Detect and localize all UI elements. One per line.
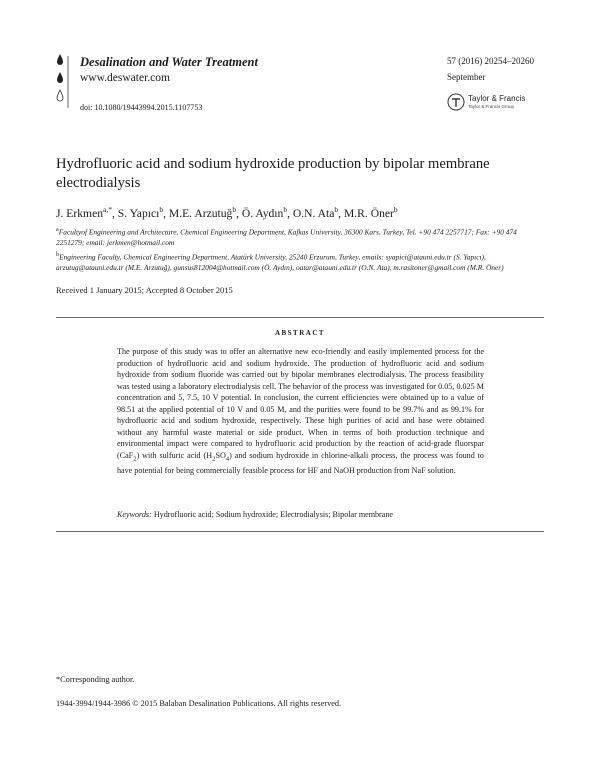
abstract-part: SO	[215, 450, 226, 460]
author-affiliation-mark: a,*	[103, 205, 112, 214]
author-name: M.E. Arzutuğ	[168, 206, 233, 220]
abstract-heading: ABSTRACT	[274, 329, 326, 337]
author-affiliation-mark: b	[232, 205, 237, 214]
corresponding-author-footnote: *Corresponding author.	[56, 675, 135, 684]
subscript: 4	[225, 455, 230, 463]
author-affiliation-mark: b	[334, 205, 339, 214]
affiliation-text: Engineering Faculty, Chemical Engineering Department, Atatürk University, 25240 Erzurum, Turkey, emails: syapici@atauni.edu.tr (S. Yapıcı), arzutug@atauni.edu.tr (M.E. Arzutuğ), gunsus812004@hotmail.com (Ö. Aydın), oatar@atauni.edu.tr (O.N. Ata), m.rasitoner@gmail.com (M.R. Öner)	[56, 252, 504, 272]
article-title: Hydrofluoric acid and sodium hydroxide production by bipolar membrane electrodialysis	[56, 156, 490, 191]
author-name: M.R. Öner	[343, 206, 394, 220]
affiliation-a	[56, 225, 526, 248]
author-affiliation-mark: b	[159, 205, 164, 214]
author-name: S. Yapıcı	[117, 206, 160, 220]
journal-logo-drops	[56, 52, 74, 110]
keywords-list: Hydrofluoric acid; Sodium hydroxide; Electrodialysis; Bipolar membrane	[153, 510, 393, 519]
journal-url[interactable]: www.deswater.com	[80, 72, 170, 84]
subscript: 2	[212, 455, 216, 463]
doi[interactable]: doi: 10.1080/19443994.2015.1107753	[80, 103, 203, 112]
subscript: 2	[133, 455, 137, 463]
keywords	[117, 510, 484, 519]
volume-info: 57 (2016) 20254–20260	[447, 56, 534, 66]
author-list: J. Erkmen$^{a,*}$, S. Yapıcı$^b$, M.E. Arzutuğ$^b$, Ö. Aydın$^b$, O.N. Ata$^b$, M.R. Öner$^b$	[56, 205, 398, 220]
received-dates: Received 1 January 2015; Accepted 8 October 2015	[56, 285, 233, 295]
affiliation-mark: b	[56, 252, 60, 258]
issue-month: September	[447, 72, 486, 82]
author-name: J. Erkmen	[56, 206, 104, 220]
publisher-logo-icon	[447, 92, 465, 112]
abstract-part: The purpose of this study was to offer an alternative new eco-friendly and easily implemented process for the production of hydrofluoric acid and sodium hydroxide. The production of hydrofluoric acid and sodium hydroxide from sodium fluoride was carried out by bipolar membranes electrodialysis. The process feasibility was tested using a laboratory electrodialysis cell. The behavior of the process was investigated for 0.05, 0.025 M concentration and 5, 7.5, 10 V potential. In conclusion, the current efficiencies were obtained up to a value of 98.51 at the applied potential of 10 V and 0.05 M, and the purities were found to be 99.7% and as 99.1% for hydrofluoric acid and sodium hydroxide, respectively. These high purities of acid and base were obtained without any harmful waste material or side product. When in terms of both production technique and environmental impact were compared to hydrofluoric acid production by the reaction of acid-grade fluorspar (CaF	[117, 347, 484, 460]
abstract-part: ) with sulfuric acid (H	[136, 450, 213, 460]
divider	[56, 531, 544, 532]
author-affiliation-mark: b	[283, 205, 288, 214]
affiliation-text: Facultyof Engineering and Architecture, Chemical Engineering Department, Kafkas University, 36300 Kars, Turkey, Tel. +90 474 2257717; Fax: +90 474 2251279; email: jerkmen@hotmail.com	[56, 227, 517, 247]
divider	[56, 317, 544, 318]
author-name: O.N. Ata	[292, 206, 335, 220]
affiliation-b	[56, 250, 526, 273]
publisher-name: Taylor & Francis	[468, 94, 526, 103]
abstract-part: ) and sodium hydroxide in chlorine-alkali process, the process was found to have potential for being commercially feasible process for HF and NaOH production from NaF solution.	[117, 450, 484, 475]
copyright-line: 1944-3994/1944-3986 © 2015 Balaban Desalination Publications. All rights reserved.	[56, 699, 342, 708]
keywords-label: Keywords:	[117, 510, 152, 519]
publisher-group: Taylor & Francis Group	[468, 104, 515, 109]
author-name: Ö. Aydın	[241, 206, 284, 220]
author-affiliation-mark: b	[393, 205, 398, 214]
affiliation-mark: a	[56, 227, 59, 233]
abstract-text	[117, 346, 484, 476]
journal-title: Desalination and Water Treatment	[80, 55, 258, 69]
